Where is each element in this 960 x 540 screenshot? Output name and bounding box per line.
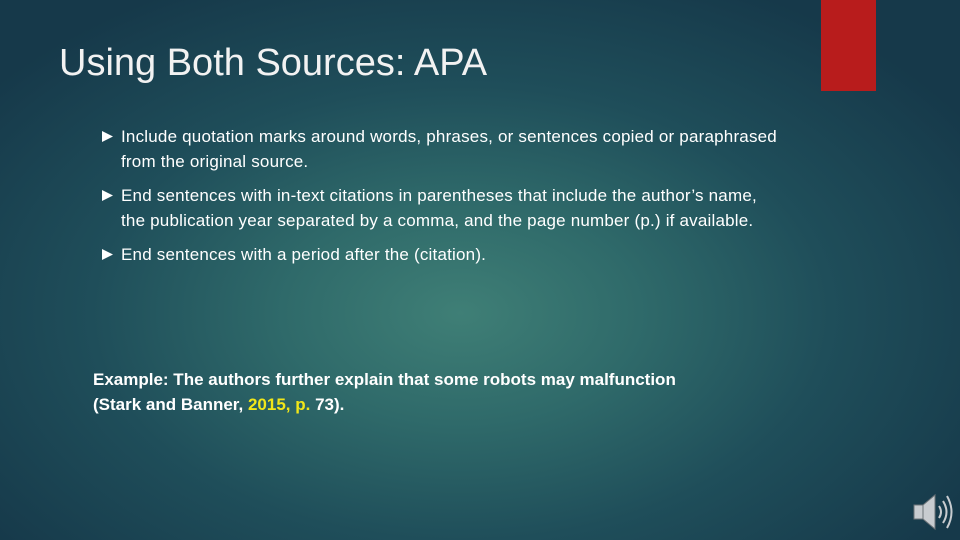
slide-title: Using Both Sources: APA <box>59 42 488 84</box>
example-line: Example: The authors further explain that some robots may malfunction <box>93 370 676 389</box>
bullet-item <box>102 184 782 233</box>
example-citation-year: 2015, p. <box>243 395 311 414</box>
bullet-text: End sentences with in-text citations in parentheses that include the author’s name, the publication year separated by a comma, and the page number (p.) if available. <box>121 186 757 230</box>
triangle-bullet-icon <box>102 249 113 260</box>
bullet-text: End sentences with a period after the (citation). <box>121 245 487 264</box>
example-citation-authors: (Stark and Banner <box>93 395 239 414</box>
bullet-text: Include quotation marks around words, phrases, or sentences copied or paraphrased from the original source. <box>121 127 777 171</box>
triangle-bullet-icon <box>102 190 113 201</box>
bullet-item <box>102 125 782 174</box>
triangle-bullet-icon <box>102 131 113 142</box>
example-comma: , <box>238 395 244 414</box>
accent-bar <box>821 0 876 91</box>
bullet-list <box>102 125 782 278</box>
bullet-item <box>102 243 782 268</box>
example-text <box>93 367 813 417</box>
example-citation-page: 73). <box>310 395 345 414</box>
speaker-icon[interactable] <box>908 488 956 536</box>
